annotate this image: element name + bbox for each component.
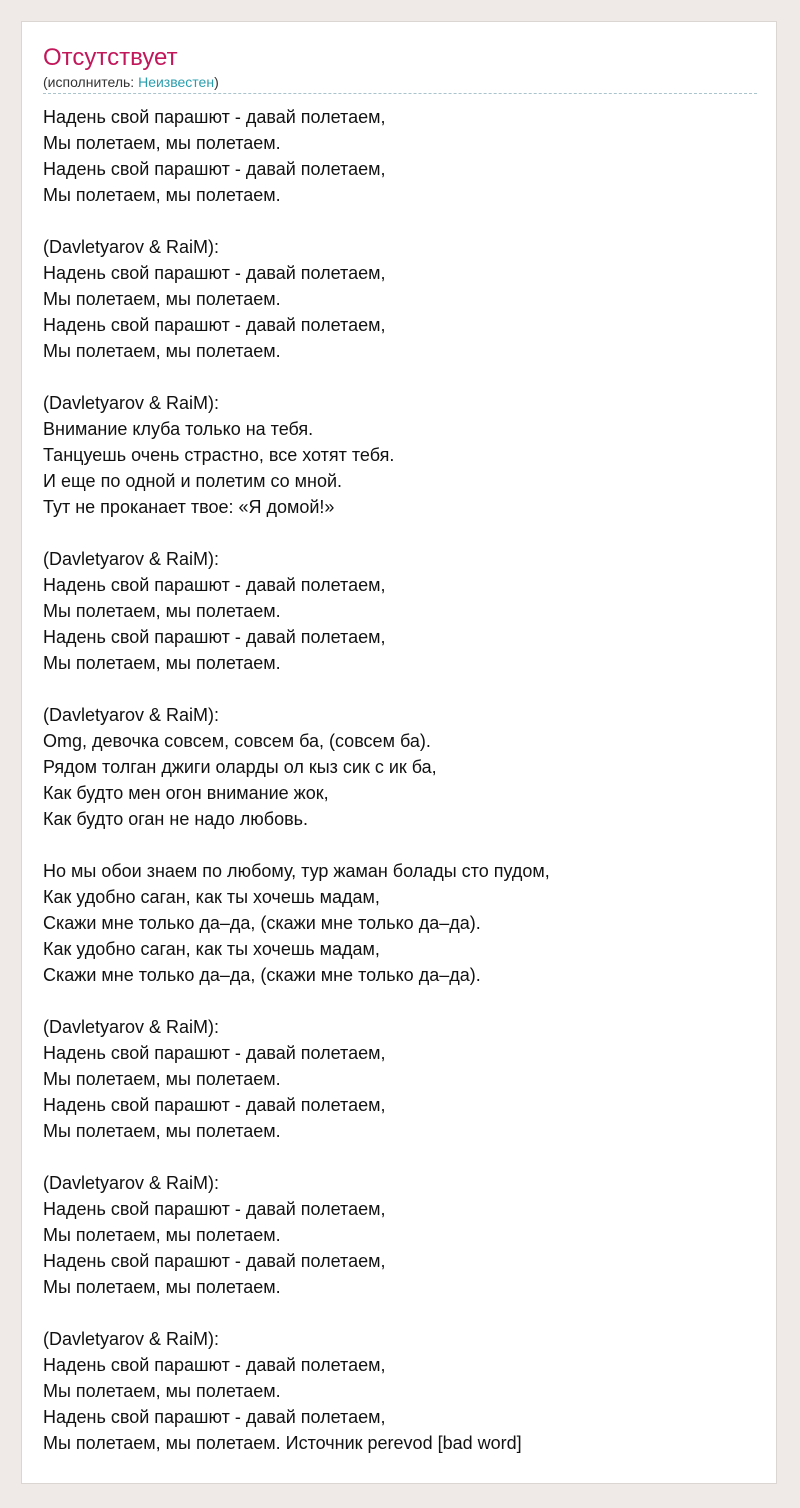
lyric-line	[43, 364, 757, 390]
lyric-line: Внимание клуба только на тебя.	[43, 419, 314, 439]
lyric-line: И еще по одной и полетим со мной.	[43, 471, 343, 491]
lyric-line: Надень свой парашют - давай полетаем,	[43, 1095, 386, 1115]
lyric-line: Как удобно саган, как ты хочешь мадам,	[43, 939, 380, 959]
lyric-line: (Davletyarov & RaiM):	[43, 1173, 220, 1193]
artist-suffix: )	[214, 74, 219, 90]
lyric-line: Мы полетаем, мы полетаем.	[43, 1277, 281, 1297]
lyric-line: Надень свой парашют - давай полетаем,	[43, 1043, 386, 1063]
lyric-line: Надень свой парашют - давай полетаем,	[43, 1355, 386, 1375]
lyric-line: Надень свой парашют - давай полетаем,	[43, 627, 386, 647]
lyric-line	[43, 520, 757, 546]
lyric-line: (Davletyarov & RaiM):	[43, 237, 220, 257]
lyric-line: Надень свой парашют - давай полетаем,	[43, 263, 386, 283]
artist-prefix: (исполнитель:	[43, 74, 139, 90]
lyric-line: Надень свой парашют - давай полетаем,	[43, 315, 386, 335]
lyric-line	[43, 676, 757, 702]
lyric-line: Рядом толган джиги оларды ол кыз сик с ик ба,	[43, 757, 437, 777]
lyric-line: Но мы обои знаем по любому, тур жаман болады сто пудом,	[43, 861, 550, 881]
artist-link[interactable]: Неизвестен	[138, 74, 215, 90]
lyric-line: Как будто оган не надо любовь.	[43, 809, 309, 829]
lyrics-card	[21, 21, 777, 1484]
lyric-line: Мы полетаем, мы полетаем.	[43, 1069, 281, 1089]
lyric-line: Надень свой парашют - давай полетаем,	[43, 1407, 386, 1427]
lyric-line: Танцуешь очень страстно, все хотят тебя.	[43, 445, 395, 465]
lyric-line: (Davletyarov & RaiM):	[43, 393, 220, 413]
lyric-line: Мы полетаем, мы полетаем. Источник perevod [bad word]	[43, 1433, 522, 1453]
lyric-line	[43, 832, 757, 858]
artist-line	[43, 73, 219, 91]
lyric-line: Мы полетаем, мы полетаем.	[43, 601, 281, 621]
lyric-line	[43, 1144, 757, 1170]
lyric-line: Как будто мен огон внимание жок,	[43, 783, 329, 803]
lyric-line: Надень свой парашют - давай полетаем,	[43, 159, 386, 179]
lyric-line: Тут не проканает твое: «Я домой!»	[43, 497, 335, 517]
lyric-line: Мы полетаем, мы полетаем.	[43, 1381, 281, 1401]
dashed-divider	[43, 93, 757, 94]
lyric-line: Omg, девочка совсем, совсем ба, (совсем ба).	[43, 731, 431, 751]
lyric-line: Мы полетаем, мы полетаем.	[43, 1225, 281, 1245]
lyric-line: Как удобно саган, как ты хочешь мадам,	[43, 887, 380, 907]
lyric-line: Мы полетаем, мы полетаем.	[43, 185, 281, 205]
lyric-line: (Davletyarov & RaiM):	[43, 1329, 220, 1349]
lyric-line: Мы полетаем, мы полетаем.	[43, 341, 281, 361]
lyric-line: Надень свой парашют - давай полетаем,	[43, 575, 386, 595]
lyrics-body	[43, 104, 757, 1456]
lyric-line: (Davletyarov & RaiM):	[43, 549, 220, 569]
lyric-line: (Davletyarov & RaiM):	[43, 1017, 220, 1037]
lyric-line	[43, 208, 757, 234]
lyric-line: Мы полетаем, мы полетаем.	[43, 133, 281, 153]
lyric-line: Мы полетаем, мы полетаем.	[43, 1121, 281, 1141]
lyric-line: Скажи мне только да–да, (скажи мне только да–да).	[43, 913, 481, 933]
lyric-line	[43, 1300, 757, 1326]
lyric-line: Мы полетаем, мы полетаем.	[43, 289, 281, 309]
lyric-line: Надень свой парашют - давай полетаем,	[43, 1199, 386, 1219]
lyric-line: Надень свой парашют - давай полетаем,	[43, 107, 386, 127]
lyric-line: Надень свой парашют - давай полетаем,	[43, 1251, 386, 1271]
lyric-line	[43, 988, 757, 1014]
lyric-line: Скажи мне только да–да, (скажи мне только да–да).	[43, 965, 481, 985]
lyric-line: Мы полетаем, мы полетаем.	[43, 653, 281, 673]
lyric-line: (Davletyarov & RaiM):	[43, 705, 220, 725]
song-title: Отсутствует	[43, 44, 178, 71]
